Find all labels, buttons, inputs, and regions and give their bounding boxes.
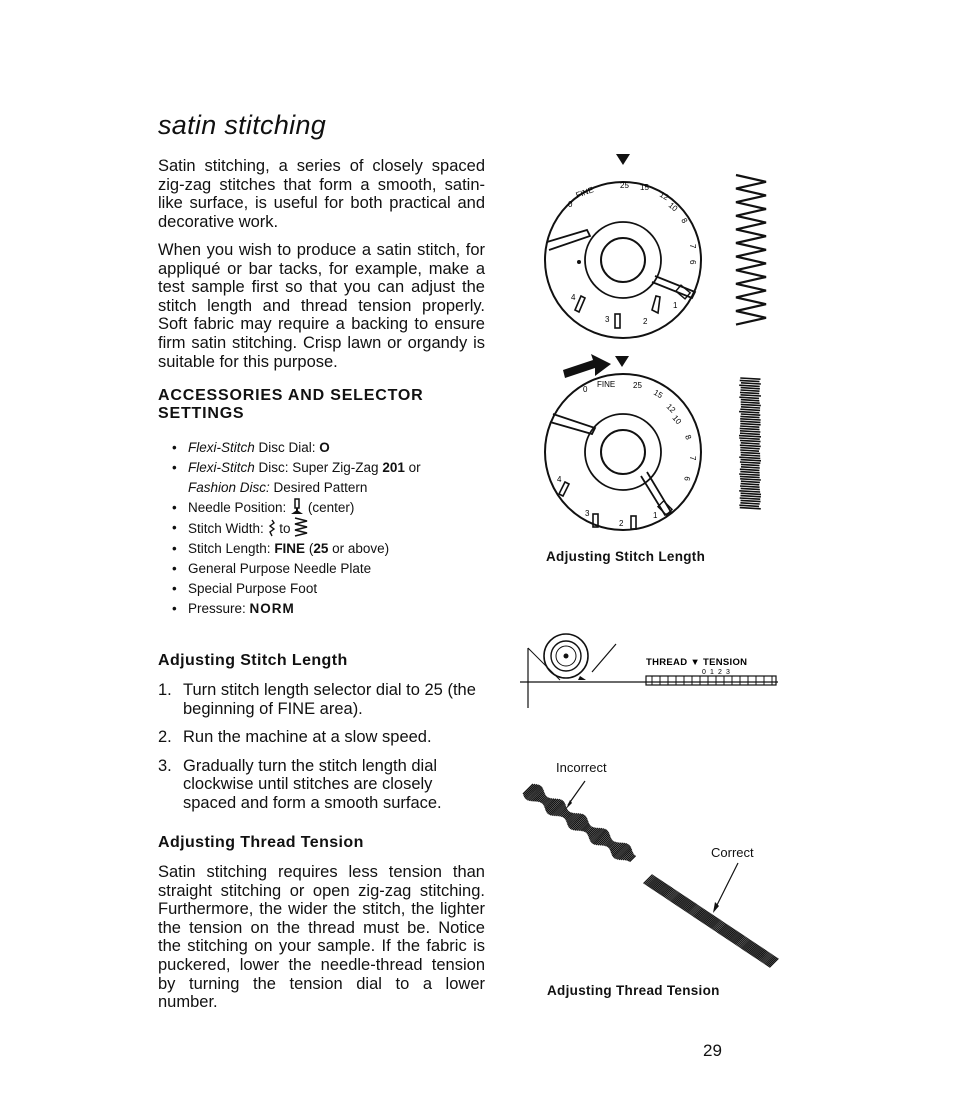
dial-8-label: 8 [683,433,694,441]
stitch-length-dial-top [535,150,715,335]
list-item: Fashion Disc: Desired Pattern [188,480,368,495]
list-item: • General Purpose Needle Plate [172,559,492,579]
narrow-zigzag-icon [268,520,276,536]
tension-scale-2: 2 [718,669,722,676]
intro-paragraph-2: When you wish to produce a satin stitch, for appliqué or bar tacks, for example, make a test sample first so that you can adjust the stitch length and thread tension properly. Soft fabric may require a backing to ensure firm satin stitching. Crisp lawn or organdy is suitable for this purpose. [158,241,485,371]
dial-1-label: 1 [673,301,678,310]
dial-0-label: 0 [583,385,588,394]
dial-7-label: 7 [688,456,697,461]
tension-dial-illustration [520,632,780,712]
list-item: • Flexi-Stitch Disc Dial: O [172,438,492,458]
thread-tension-paragraph: Satin stitching requires less tension than straight stitching or open zig-zag stitching. Furthermore, the wider the stitch, the lighter the tension on the thread must be. Notice the stitching on your sample. If the fabric is puckered, lower the needle-thread tension by turning the tension dial to a lower number. [158,863,485,1012]
dial-6-label: 6 [688,260,697,265]
stitch-length-steps [158,681,485,823]
dial-2-label: 2 [619,519,624,528]
dial-fine-label: FINE [574,185,595,200]
dial-12-label: 12 [658,189,671,203]
tension-scale-3: 3 [726,669,730,676]
list-item: • Stitch Length: FINE (25 or above) [172,539,492,559]
page-number: 29 [703,1041,722,1060]
dense-satin-stitch-sample [738,378,762,510]
list-item: • Flexi-Stitch Disc: Super Zig-Zag 201 or [172,458,492,478]
accessories-heading: ACCESSORIES AND SELECTOR SETTINGS [158,387,424,422]
list-item: 1. Turn stitch length selector dial to 25 (the beginning of FINE area). [158,681,476,718]
dial-4-label: 4 [571,293,576,302]
dial-fine-label: FINE [597,380,616,389]
list-item: 3. Gradually turn the stitch length dial clockwise until stitches are closely spaced and form a smooth surface. [158,756,442,812]
incorrect-label: Incorrect [556,760,607,775]
tension-scale-1: 1 [710,669,714,676]
dial-25-label: 25 [620,181,629,190]
page-title: satin stitching [158,110,327,140]
list-item: • Pressure: NORM [172,599,492,619]
dial-0-label: 0 [568,200,573,209]
dial-15-label: 15 [640,183,649,192]
list-item: • Special Purpose Foot [172,579,492,599]
wide-zigzag-icon [294,518,308,536]
list-item: 2. Run the machine at a slow speed. [158,728,432,747]
stitch-length-heading: Adjusting Stitch Length [158,652,348,669]
dial-3-label: 3 [585,509,590,518]
dial-8-label: 8 [679,216,690,225]
tension-header-label: THREAD ▼ TENSION [646,657,748,668]
dial-4-label: 4 [557,475,562,484]
needle-center-icon [290,498,304,515]
dial-25-label: 25 [633,381,642,390]
wide-satin-stitch-sample [732,175,772,327]
stitch-length-dial-bottom [535,352,715,537]
dial-10-label: 10 [670,413,684,427]
thread-tension-heading: Adjusting Thread Tension [158,834,364,851]
list-item: • Stitch Width: to [172,518,492,539]
intro-paragraph-1: Satin stitching, a series of closely spaced zig-zag stitches that form a smooth, satin-like surface, is useful for both practical and decorative work. [158,157,485,231]
dial-1-label: 1 [653,511,658,520]
dial-2-label: 2 [643,317,648,326]
dial-15-label: 15 [652,387,665,401]
dial-6-label: 6 [682,475,692,482]
thread-tension-caption: Adjusting Thread Tension [547,983,720,998]
tension-scale-0: 0 [702,669,706,676]
list-item: • Needle Position: (center) [172,498,492,518]
dial-10-label: 10 [666,200,680,214]
dial-3-label: 3 [605,315,610,324]
stitch-length-caption: Adjusting Stitch Length [546,549,706,564]
dial-7-label: 7 [688,244,697,249]
accessories-list [172,438,492,619]
tension-stitch-samples [520,775,782,975]
dial-12-label: 12 [664,402,678,415]
correct-label: Correct [711,845,754,860]
